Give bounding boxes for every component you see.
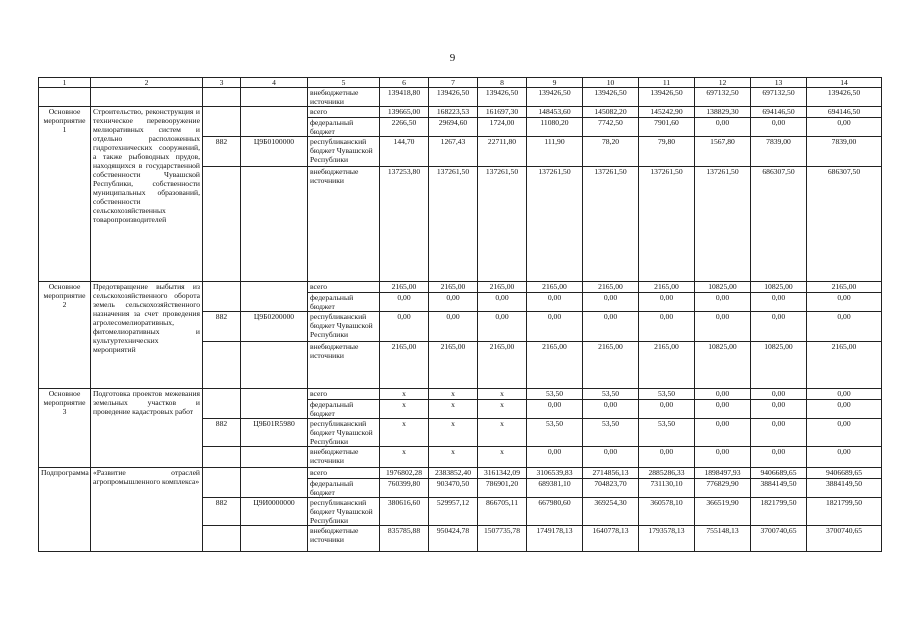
value-cell: 835785,88: [380, 526, 429, 552]
value-cell: 145082,20: [583, 107, 639, 118]
group-label-cell: Основное мероприятие 3: [39, 389, 91, 468]
value-cell: 79,80: [639, 137, 695, 167]
group-label-cell: [39, 88, 91, 107]
value-cell: 0,00: [695, 312, 751, 342]
code-cell: 882: [203, 498, 241, 526]
value-cell: 0,00: [807, 118, 882, 137]
value-cell: 0,00: [429, 293, 478, 312]
value-cell: 11080,20: [527, 118, 583, 137]
value-cell: х: [380, 419, 429, 447]
value-cell: 9406689,65: [751, 468, 807, 479]
value-cell: 0,00: [380, 293, 429, 312]
code-cell: [203, 468, 241, 498]
code-cell: Ц9И0000000: [241, 498, 308, 526]
column-header: 10: [583, 78, 639, 88]
value-cell: 2165,00: [380, 282, 429, 293]
source-cell: федеральный бюджет: [308, 293, 380, 312]
value-cell: 366519,90: [695, 498, 751, 526]
value-cell: х: [380, 400, 429, 419]
value-cell: 29694,60: [429, 118, 478, 137]
column-header: 11: [639, 78, 695, 88]
value-cell: 0,00: [751, 118, 807, 137]
value-cell: 2165,00: [429, 342, 478, 389]
value-cell: 139426,50: [583, 88, 639, 107]
column-header: 6: [380, 78, 429, 88]
header-row: [39, 78, 882, 88]
value-cell: 0,00: [527, 400, 583, 419]
group-label-cell: Подпрограмма: [39, 468, 91, 552]
value-cell: 53,50: [639, 419, 695, 447]
value-cell: 1821799,50: [807, 498, 882, 526]
value-cell: 3106539,83: [527, 468, 583, 479]
value-cell: 7839,00: [751, 137, 807, 167]
code-cell: [203, 447, 241, 468]
source-cell: федеральный бюджет: [308, 400, 380, 419]
page-number: 9: [449, 52, 456, 64]
value-cell: 686307,50: [807, 167, 882, 282]
column-header: 5: [308, 78, 380, 88]
value-cell: 2165,00: [429, 282, 478, 293]
budget-table: [38, 77, 882, 552]
value-cell: 0,00: [639, 447, 695, 468]
value-cell: 53,50: [527, 419, 583, 447]
value-cell: 78,20: [583, 137, 639, 167]
value-cell: 10825,00: [751, 342, 807, 389]
value-cell: х: [478, 400, 527, 419]
source-cell: внебюджетные источники: [308, 447, 380, 468]
value-cell: 1724,00: [478, 118, 527, 137]
value-cell: 2165,00: [380, 342, 429, 389]
value-cell: х: [429, 419, 478, 447]
value-cell: 667980,60: [527, 498, 583, 526]
value-cell: 694146,50: [751, 107, 807, 118]
column-header: 8: [478, 78, 527, 88]
value-cell: х: [478, 389, 527, 400]
description-cell: «Развитие отраслей агропромышленного комплекса»: [91, 468, 203, 552]
source-cell: внебюджетные источники: [308, 526, 380, 552]
value-cell: 760399,80: [380, 479, 429, 498]
value-cell: 0,00: [807, 400, 882, 419]
value-cell: 168223,53: [429, 107, 478, 118]
value-cell: 0,00: [429, 312, 478, 342]
code-cell: [241, 447, 308, 468]
value-cell: 0,00: [695, 118, 751, 137]
source-cell: республиканский бюджет Чувашской Республики: [308, 312, 380, 342]
value-cell: 0,00: [807, 293, 882, 312]
value-cell: 697132,50: [751, 88, 807, 107]
value-cell: 0,00: [639, 400, 695, 419]
value-cell: 731130,10: [639, 479, 695, 498]
value-cell: 0,00: [695, 419, 751, 447]
value-cell: 0,00: [751, 447, 807, 468]
value-cell: 53,50: [639, 389, 695, 400]
column-header: 1: [39, 78, 91, 88]
value-cell: 786901,20: [478, 479, 527, 498]
value-cell: 144,70: [380, 137, 429, 167]
value-cell: 111,90: [527, 137, 583, 167]
value-cell: 0,00: [695, 293, 751, 312]
value-cell: 0,00: [583, 447, 639, 468]
value-cell: 0,00: [478, 293, 527, 312]
value-cell: 2165,00: [478, 282, 527, 293]
code-cell: 882: [203, 137, 241, 167]
code-cell: 882: [203, 312, 241, 342]
value-cell: 0,00: [807, 447, 882, 468]
value-cell: 1821799,50: [751, 498, 807, 526]
value-cell: х: [429, 447, 478, 468]
source-cell: республиканский бюджет Чувашской Республики: [308, 419, 380, 447]
value-cell: 903470,50: [429, 479, 478, 498]
value-cell: 139426,50: [478, 88, 527, 107]
value-cell: 137261,50: [527, 167, 583, 282]
group-label-cell: Основное мероприятие 2: [39, 282, 91, 389]
value-cell: 3700740,65: [751, 526, 807, 552]
source-cell: республиканский бюджет Чувашской Республики: [308, 137, 380, 167]
value-cell: х: [380, 447, 429, 468]
column-header: 13: [751, 78, 807, 88]
value-cell: 0,00: [380, 312, 429, 342]
column-header: 7: [429, 78, 478, 88]
value-cell: 0,00: [807, 419, 882, 447]
value-cell: 2885286,33: [639, 468, 695, 479]
code-cell: [241, 107, 308, 137]
value-cell: 0,00: [751, 419, 807, 447]
value-cell: 2165,00: [527, 342, 583, 389]
code-cell: [241, 88, 308, 107]
source-cell: внебюджетные источники: [308, 342, 380, 389]
value-cell: 0,00: [695, 447, 751, 468]
value-cell: 139426,50: [639, 88, 695, 107]
value-cell: 137261,50: [429, 167, 478, 282]
value-cell: 380616,60: [380, 498, 429, 526]
value-cell: 138829,30: [695, 107, 751, 118]
code-cell: [241, 468, 308, 498]
value-cell: 139426,50: [807, 88, 882, 107]
value-cell: х: [478, 447, 527, 468]
group-label-cell: Основное мероприятие 1: [39, 107, 91, 282]
value-cell: 1507735,78: [478, 526, 527, 552]
code-cell: Ц9Б0200000: [241, 312, 308, 342]
description-cell: Подготовка проектов межевания земельных участков и проведение кадастровых работ: [91, 389, 203, 468]
value-cell: х: [478, 419, 527, 447]
value-cell: 0,00: [751, 389, 807, 400]
value-cell: х: [429, 389, 478, 400]
value-cell: 161697,30: [478, 107, 527, 118]
value-cell: 139418,80: [380, 88, 429, 107]
value-cell: 694146,50: [807, 107, 882, 118]
column-header: 2: [91, 78, 203, 88]
value-cell: 7742,50: [583, 118, 639, 137]
value-cell: 137253,80: [380, 167, 429, 282]
code-cell: [203, 107, 241, 137]
source-cell: внебюджетные источники: [308, 167, 380, 282]
value-cell: 0,00: [751, 400, 807, 419]
source-cell: всего: [308, 468, 380, 479]
code-cell: [241, 526, 308, 552]
table-row: [39, 107, 882, 118]
value-cell: 1749178,13: [527, 526, 583, 552]
code-cell: [203, 88, 241, 107]
value-cell: 0,00: [478, 312, 527, 342]
value-cell: 10825,00: [695, 342, 751, 389]
value-cell: 0,00: [583, 400, 639, 419]
code-cell: [203, 167, 241, 282]
value-cell: 145242,90: [639, 107, 695, 118]
value-cell: 0,00: [527, 312, 583, 342]
code-cell: [203, 342, 241, 389]
table-row: [39, 282, 882, 293]
value-cell: 0,00: [583, 312, 639, 342]
value-cell: 0,00: [695, 389, 751, 400]
description-cell: Предотвращение выбытия из сельскохозяйственного оборота земель сельскохозяйственного назначения за счет проведения агролесомелиоративных, фитомелиоративных и культуртехнических мероприятий: [91, 282, 203, 389]
value-cell: 137261,50: [639, 167, 695, 282]
value-cell: х: [429, 400, 478, 419]
value-cell: 697132,50: [695, 88, 751, 107]
value-cell: 2165,00: [807, 282, 882, 293]
value-cell: 53,50: [583, 419, 639, 447]
value-cell: 776829,90: [695, 479, 751, 498]
value-cell: 9406689,65: [807, 468, 882, 479]
description-cell: [91, 88, 203, 107]
value-cell: 10825,00: [751, 282, 807, 293]
value-cell: 0,00: [583, 293, 639, 312]
value-cell: 755148,13: [695, 526, 751, 552]
value-cell: 689381,10: [527, 479, 583, 498]
value-cell: 10825,00: [695, 282, 751, 293]
value-cell: 139426,50: [429, 88, 478, 107]
value-cell: 3884149,50: [751, 479, 807, 498]
value-cell: 2165,00: [583, 282, 639, 293]
value-cell: 0,00: [807, 312, 882, 342]
source-cell: внебюджетные источники: [308, 88, 380, 107]
value-cell: 529957,12: [429, 498, 478, 526]
value-cell: 0,00: [751, 312, 807, 342]
value-cell: 0,00: [527, 447, 583, 468]
source-cell: всего: [308, 282, 380, 293]
value-cell: 2165,00: [639, 342, 695, 389]
code-cell: [241, 389, 308, 419]
value-cell: 1976802,28: [380, 468, 429, 479]
value-cell: 7901,60: [639, 118, 695, 137]
value-cell: 0,00: [751, 293, 807, 312]
value-cell: х: [380, 389, 429, 400]
code-cell: Ц9Б0100000: [241, 137, 308, 167]
source-cell: республиканский бюджет Чувашской Республики: [308, 498, 380, 526]
code-cell: [203, 526, 241, 552]
value-cell: 2165,00: [807, 342, 882, 389]
value-cell: 137261,50: [583, 167, 639, 282]
value-cell: 2714856,13: [583, 468, 639, 479]
code-cell: [241, 167, 308, 282]
value-cell: 3884149,50: [807, 479, 882, 498]
column-header: 14: [807, 78, 882, 88]
code-cell: [203, 389, 241, 419]
value-cell: 2266,50: [380, 118, 429, 137]
value-cell: 0,00: [639, 293, 695, 312]
value-cell: 53,50: [527, 389, 583, 400]
value-cell: 1640778,13: [583, 526, 639, 552]
value-cell: 1567,80: [695, 137, 751, 167]
source-cell: всего: [308, 107, 380, 118]
value-cell: 137261,50: [478, 167, 527, 282]
code-cell: [241, 342, 308, 389]
value-cell: 148453,60: [527, 107, 583, 118]
description-cell: Строительство, реконструкция и техническое перевооружение мелиоративных систем и отдельно расположенных гидротехнических сооружений, а также рыбоводных прудов, находящихся в государственной собственности Чувашской Республики, собственности муниципальных образований, собственности сельскохозяйственных товаропроизводителей: [91, 107, 203, 282]
table-row: [39, 88, 882, 107]
table-row: [39, 389, 882, 400]
value-cell: 7839,00: [807, 137, 882, 167]
code-cell: Ц9Б01R5980: [241, 419, 308, 447]
code-cell: [241, 282, 308, 312]
value-cell: 0,00: [807, 389, 882, 400]
value-cell: 0,00: [639, 312, 695, 342]
column-header: 12: [695, 78, 751, 88]
source-cell: всего: [308, 389, 380, 400]
value-cell: 686307,50: [751, 167, 807, 282]
value-cell: 866705,11: [478, 498, 527, 526]
value-cell: 3161342,09: [478, 468, 527, 479]
source-cell: федеральный бюджет: [308, 479, 380, 498]
value-cell: 0,00: [695, 400, 751, 419]
value-cell: 2165,00: [583, 342, 639, 389]
value-cell: 0,00: [527, 293, 583, 312]
value-cell: 950424,78: [429, 526, 478, 552]
value-cell: 53,50: [583, 389, 639, 400]
value-cell: 2165,00: [478, 342, 527, 389]
code-cell: [203, 282, 241, 312]
value-cell: 22711,80: [478, 137, 527, 167]
value-cell: 704823,70: [583, 479, 639, 498]
value-cell: 137261,50: [695, 167, 751, 282]
column-header: 9: [527, 78, 583, 88]
value-cell: 369254,30: [583, 498, 639, 526]
value-cell: 2165,00: [639, 282, 695, 293]
value-cell: 3700740,65: [807, 526, 882, 552]
value-cell: 2383852,40: [429, 468, 478, 479]
code-cell: 882: [203, 419, 241, 447]
value-cell: 139426,50: [527, 88, 583, 107]
column-header: 3: [203, 78, 241, 88]
value-cell: 1898497,93: [695, 468, 751, 479]
value-cell: 1267,43: [429, 137, 478, 167]
value-cell: 360578,10: [639, 498, 695, 526]
table-row: [39, 468, 882, 479]
source-cell: федеральный бюджет: [308, 118, 380, 137]
value-cell: 1793578,13: [639, 526, 695, 552]
value-cell: 139665,00: [380, 107, 429, 118]
column-header: 4: [241, 78, 308, 88]
value-cell: 2165,00: [527, 282, 583, 293]
